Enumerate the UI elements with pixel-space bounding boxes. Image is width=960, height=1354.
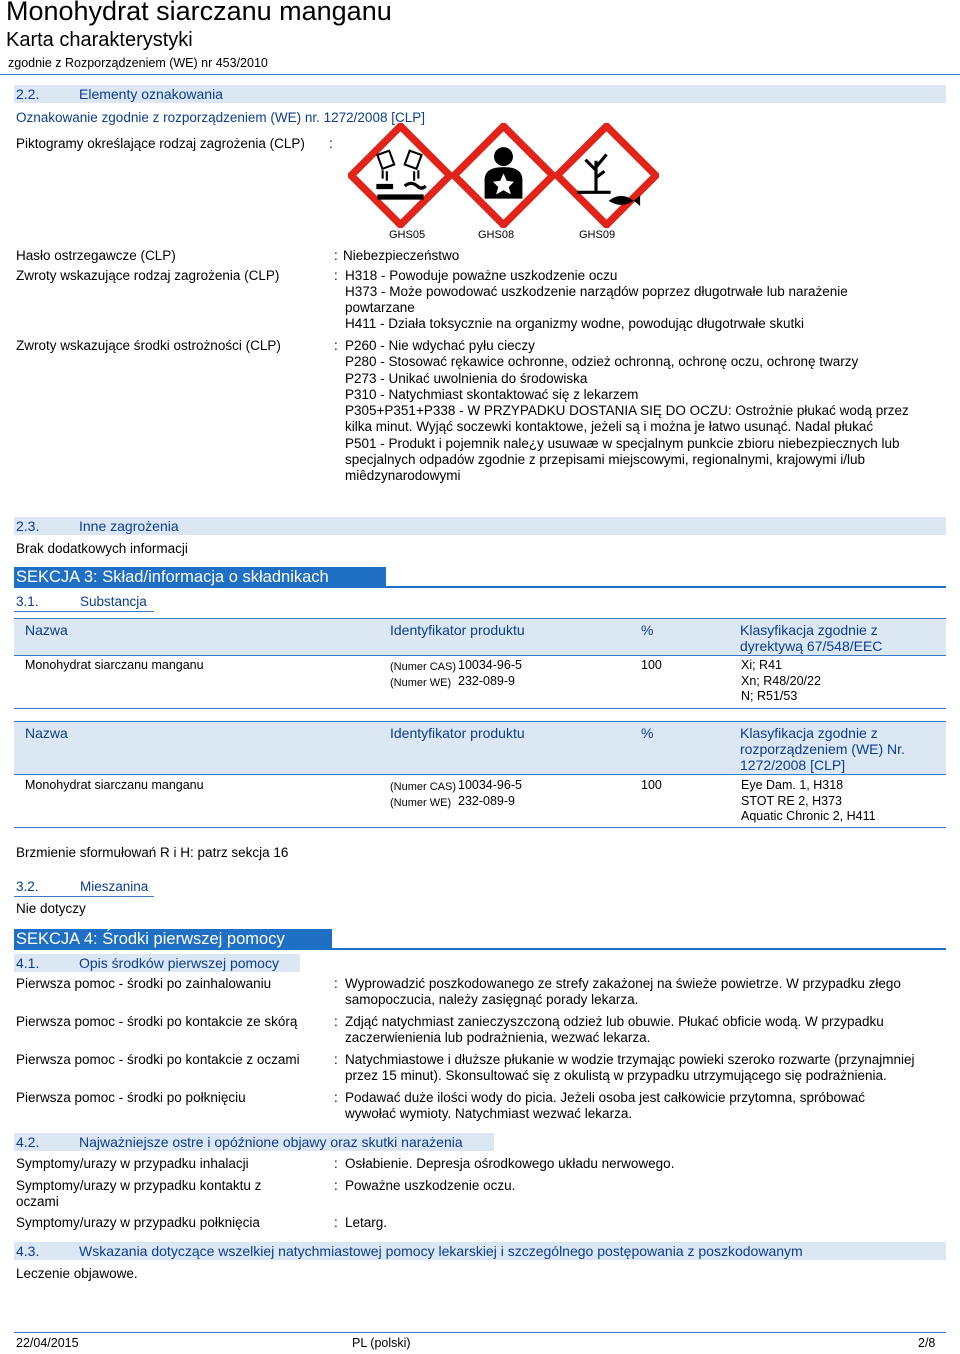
section-title: Elementy oznakowania: [79, 86, 223, 102]
precaution-line: specjalnych odpadów zgodnie z przepisami miejscowymi, regionalnymi, krajowymi i/lub: [345, 452, 865, 467]
footer-language: PL (polski): [352, 1336, 411, 1350]
cas-number: 10034-96-5: [458, 658, 522, 672]
section-title: Najważniejsze ostre i opóźnione objawy oraz skutki narażenia: [79, 1134, 463, 1150]
pictogram-code: GHS05: [389, 229, 426, 241]
table-rule: [14, 708, 946, 709]
section-title: Wskazania dotyczące wszelkiej natychmiastowej pomocy lekarskiej i szczególnego postępowania z poszkodowanym: [79, 1243, 803, 1259]
signal-word-label: Hasło ostrzegawcze (CLP): [16, 248, 176, 263]
symptom-label: Symptomy/urazy w przypadku inhalacji: [16, 1156, 249, 1171]
regulation-note: zgodnie z Rozporządzeniem (WE) nr 453/2010: [8, 56, 268, 70]
section-3-heading: SEKCJA 3: Skład/informacja o składnikach: [14, 567, 386, 587]
colon: :: [334, 1014, 338, 1029]
subsection-rule: [14, 611, 154, 612]
first-aid-label: Pierwsza pomoc - środki po połknięciu: [16, 1090, 246, 1105]
colon: :: [334, 1090, 338, 1105]
classification-line: Xi; R41: [741, 658, 782, 672]
symptom-value: Osłabienie. Depresja ośrodkowego układu nerwowego.: [345, 1156, 675, 1171]
precaution-line: P280 - Stosować rękawice ochronne, odzież ochronną, ochronę oczu, ochronę twarzy: [345, 354, 859, 369]
colon: :: [334, 976, 338, 991]
treatment-text: Leczenie objawowe.: [16, 1266, 138, 1281]
symptom-value: Letarg.: [345, 1215, 388, 1230]
first-aid-label: Pierwsza pomoc - środki po zainhalowaniu: [16, 976, 272, 991]
column-header: Klasyfikacja zgodnie z: [740, 622, 878, 638]
colon: :: [329, 136, 333, 151]
precaution-line: P501 - Produkt i pojemnik nale¿y usuwaæ w specjalnym punkcie zbioru niebezpiecznych lub: [345, 436, 900, 451]
section-title: Opis środków pierwszej pomocy: [79, 955, 279, 971]
first-aid-text: zaczerwienienia lub podrażnienia, wezwać lekarza.: [345, 1030, 651, 1045]
footer-date: 22/04/2015: [16, 1336, 79, 1350]
header-divider: [0, 74, 960, 75]
first-aid-text: Wyprowadzić poszkodowanego ze strefy zakażonej na świeże powietrze. W przypadku złego: [345, 976, 901, 991]
symptom-label: Symptomy/urazy w przypadku kontaktu z: [16, 1178, 262, 1193]
colon: :: [334, 1215, 338, 1230]
table-header: [14, 721, 946, 775]
section-title: Mieszanina: [80, 879, 149, 894]
section-number: 2.3.: [16, 518, 40, 534]
environment-icon: [554, 123, 659, 228]
column-header: Klasyfikacja zgodnie z: [740, 725, 878, 741]
symptom-label: Symptomy/urazy w przypadku połknięcia: [16, 1215, 260, 1230]
mixture-text: Nie dotyczy: [16, 901, 86, 916]
section-4-1-heading: [14, 954, 300, 972]
other-hazards-text: Brak dodatkowych informacji: [16, 541, 188, 556]
symptom-value: Poważne uszkodzenie oczu.: [345, 1178, 516, 1193]
column-header: Identyfikator produktu: [390, 725, 525, 741]
section-title: Substancja: [80, 594, 147, 609]
document-subtitle: Karta charakterystyki: [6, 29, 193, 51]
first-aid-label: Pierwsza pomoc - środki po kontakcie z oczami: [16, 1052, 300, 1067]
section-rule: [14, 948, 946, 950]
colon: :: [334, 1156, 338, 1171]
section-number: 4.3.: [16, 1243, 40, 1259]
section-number: 3.1.: [16, 594, 39, 609]
colon: :: [334, 338, 338, 353]
hazard-statements-label: Zwroty wskazujące rodzaj zagrożenia (CLP): [16, 268, 280, 283]
section-2-3-heading: [14, 517, 946, 535]
percent: 100: [641, 658, 662, 672]
cas-number: 10034-96-5: [458, 778, 522, 792]
precaution-line: miêdzynarodowymi: [345, 468, 461, 483]
section-number: 2.2.: [16, 86, 40, 102]
section-2-2-heading: [14, 85, 946, 103]
first-aid-text: Natychmiastowe i dłuższe płukanie w wodzie trzymając powieki szeroko rozwarte (przynajmniej: [345, 1052, 915, 1067]
pictogram-code: GHS09: [579, 229, 616, 241]
substance-name: Monohydrat siarczanu manganu: [25, 658, 204, 672]
classification-line: Xn; R48/20/22: [741, 674, 821, 688]
corrosion-icon: [348, 123, 453, 228]
precaution-statements-label: Zwroty wskazujące środki ostrożności (CLP): [16, 338, 281, 353]
section-number: 4.2.: [16, 1134, 40, 1150]
first-aid-label: Pierwsza pomoc - środki po kontakcie ze skórą: [16, 1014, 298, 1029]
precaution-line: kilka minut. Wyjąć soczewki kontaktowe, jeżeli są i można je łatwo usunąć. Nadal płukać: [345, 419, 874, 434]
first-aid-text: przez 15 minut). Skonsultować się z okulistą w przypadku utrzymującego się podrażnienia.: [345, 1068, 887, 1083]
table-header: [14, 618, 946, 656]
section-rule: [14, 586, 946, 588]
footer-page: 2/8: [918, 1336, 936, 1350]
column-header: dyrektywą 67/548/EEC: [740, 638, 883, 654]
first-aid-text: Zdjąć natychmiast zanieczyszczoną odzież lub obuwie. Płukać obficie wodą. W przypadku: [345, 1014, 884, 1029]
pictogram-code: GHS08: [478, 229, 515, 241]
column-header: %: [641, 622, 654, 638]
precaution-line: P260 - Nie wdychać pyłu cieczy: [345, 338, 535, 353]
first-aid-text: wywołać wymioty. Natychmiast wezwać lekarza.: [345, 1106, 633, 1121]
hazard-line: H373 - Może powodować uszkodzenie narządów poprzez długotrwałe lub narażenie: [345, 284, 848, 299]
we-label: (Numer WE): [390, 797, 452, 809]
column-header: %: [641, 725, 654, 741]
section-number: 3.2.: [16, 879, 39, 894]
we-number: 232-089-9: [458, 794, 515, 808]
section-title: Inne zagrożenia: [79, 518, 179, 534]
colon: :: [334, 268, 338, 283]
section-4-heading: SEKCJA 4: Środki pierwszej pomocy: [14, 929, 332, 949]
column-header: 1272/2008 [CLP]: [740, 757, 846, 773]
substance-name: Monohydrat siarczanu manganu: [25, 778, 204, 792]
phrases-note: Brzmienie sformułowań R i H: patrz sekcja 16: [16, 845, 289, 860]
column-header: Nazwa: [25, 725, 68, 741]
section-4-3-heading: [14, 1242, 946, 1260]
colon: :: [334, 248, 338, 263]
column-header: rozporządzeniem (WE) Nr.: [740, 741, 905, 757]
table-rule: [14, 827, 946, 828]
precaution-line: P310 - Natychmiast skontaktować się z lekarzem: [345, 387, 639, 402]
classification-line: Aquatic Chronic 2, H411: [741, 809, 876, 823]
footer-rule: [14, 1332, 946, 1333]
hazard-line: H411 - Działa toksycznie na organizmy wodne, powodując długotrwałe skutki: [345, 316, 804, 331]
section-number: 4.1.: [16, 955, 40, 971]
first-aid-text: Podawać duże ilości wody do picia. Jeżeli osoba jest całkowicie przytomna, spróbować: [345, 1090, 866, 1105]
clp-label: Oznakowanie zgodnie z rozporządzeniem (WE) nr. 1272/2008 [CLP]: [16, 110, 425, 125]
section-4-2-heading: [14, 1133, 494, 1151]
classification-line: N; R51/53: [741, 689, 798, 703]
column-header: Identyfikator produktu: [390, 622, 525, 638]
column-header: Nazwa: [25, 622, 68, 638]
colon: :: [334, 1178, 338, 1193]
precaution-line: P273 - Unikać uwolnienia do środowiska: [345, 371, 588, 386]
percent: 100: [641, 778, 662, 792]
cas-label: (Numer CAS): [390, 661, 457, 673]
hazard-line: H318 - Powoduje poważne uszkodzenie oczu: [345, 268, 618, 283]
signal-word-value: Niebezpieczeństwo: [343, 248, 460, 263]
precaution-line: P305+P351+P338 - W PRZYPADKU DOSTANIA SIĘ DO OCZU: Ostrożnie płukać wodą przez: [345, 403, 909, 418]
subsection-rule: [14, 896, 154, 897]
colon: :: [334, 1052, 338, 1067]
pictogram-label: Piktogramy określające rodzaj zagrożenia (CLP): [16, 136, 305, 151]
health-hazard-icon: [451, 123, 556, 228]
first-aid-text: samopoczucia, należy zasięgnąć porady lekarza.: [345, 992, 639, 1007]
classification-line: STOT RE 2, H373: [741, 794, 842, 808]
classification-line: Eye Dam. 1, H318: [741, 778, 844, 792]
we-label: (Numer WE): [390, 677, 452, 689]
cas-label: (Numer CAS): [390, 781, 457, 793]
we-number: 232-089-9: [458, 674, 515, 688]
symptom-label: oczami: [16, 1194, 59, 1209]
document-title: Monohydrat siarczanu manganu: [6, 0, 392, 26]
hazard-line: powtarzane: [345, 300, 415, 315]
